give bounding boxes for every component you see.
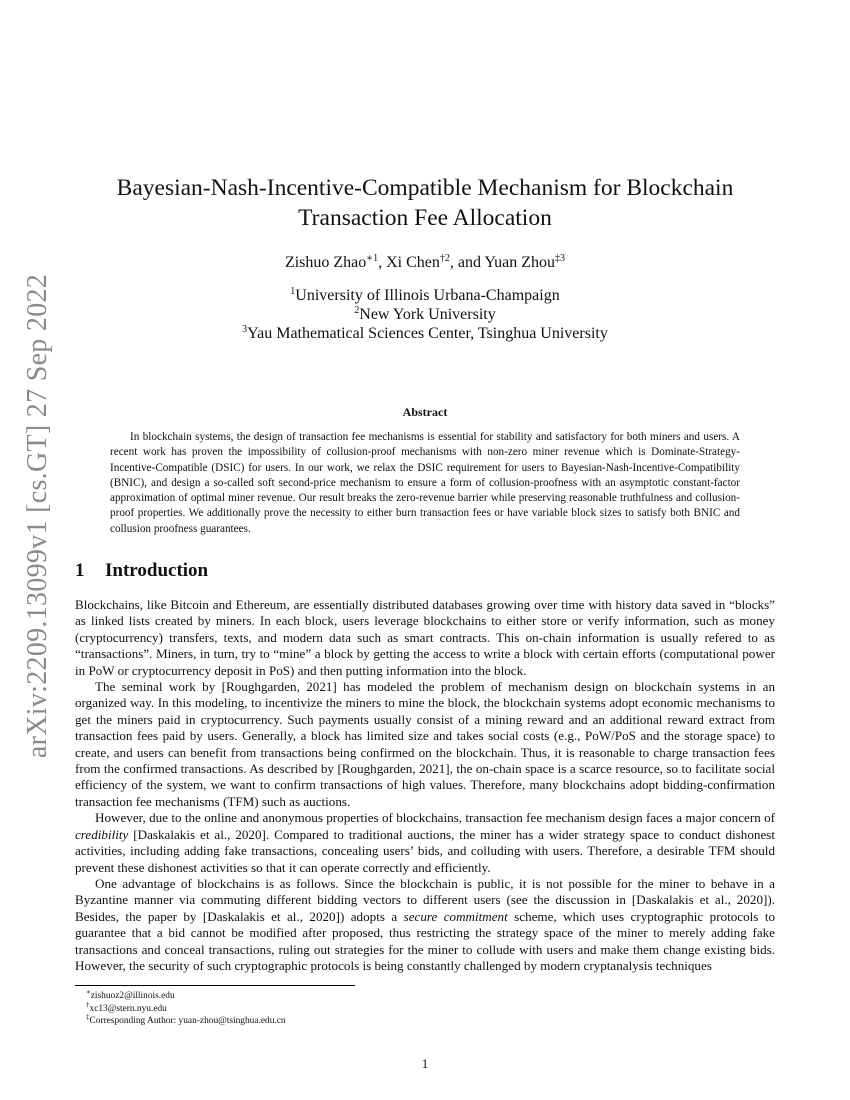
body-text: [75, 597, 775, 974]
title-line-1: Bayesian-Nash-Incentive-Compatible Mechanism for Blockchain: [116, 175, 734, 201]
affiliation-item: $^3$Yau Mathematical Sciences Center, Tsinghua University: [242, 324, 608, 342]
author-3-mark: ‡3: [555, 253, 566, 264]
author-2-name: Xi Chen: [386, 254, 440, 271]
affiliation-item: $^1$University of Illinois Urbana-Champaign: [290, 286, 560, 304]
paragraph-1: Blockchains, like Bitcoin and Ethereum, are essentially distributed databases growing over time with history data saved in “blocks” as linked lists created by miners. In each block, users leverage blockchains to either store or verify information, such as money (cryptocurrency) transfers, texts, and modern data such as smart contracts. This on-chain information is usually refered to as “transactions”. Miners, in turn, try to “mine” a block by getting the access to write a block with certain efforts (computational power in PoW or cryptocurrency deposit in PoS) and then putting information into the block.: [75, 597, 775, 678]
affiliation-list: [75, 286, 775, 343]
title-line-2: Transaction Fee Allocation: [298, 205, 552, 231]
paper-title: [75, 173, 775, 233]
footnote-item: ∗zishuoz2@illinois.edu: [86, 988, 175, 1001]
footnotes: [86, 990, 286, 1028]
author-3-name: and Yuan Zhou: [457, 254, 556, 271]
emphasis-secure-commitment: secure commitment: [403, 908, 508, 924]
paragraph-3: However, due to the online and anonymous properties of blockchains, transaction fee mechanism design faces a major concern of credibility [Daskalakis et al., 2020]. Compared to traditional auctions, the miner has a wider strategy space to conduct dishonest activities, including adding fake transactions, concealing users’ bids, and colluding with users. Therefore, a desirable TFM should prevent these dishonest activities so that it can operate correctly and efficiently.: [75, 810, 775, 875]
footnote-item: †xc13@stern.nyu.edu: [86, 1000, 167, 1014]
section-number: 1: [75, 560, 85, 581]
author-1-name: Zishuo Zhao: [284, 254, 367, 271]
section-heading: [75, 560, 208, 582]
emphasis-credibility: credibility: [75, 826, 129, 842]
footnote-rule: [75, 985, 355, 986]
abstract-heading: Abstract: [402, 405, 448, 419]
section-title: Introduction: [105, 560, 209, 581]
affiliation-item: $^2$New York University: [354, 305, 496, 323]
abstract-body: In blockchain systems, the design of transaction fee mechanisms is essential for stability and satisfactory for both miners and users. A recent work has proven the impossibility of collusion-proof mechanisms with non-zero miner revenue which is Dominate-Strategy-Incentive-Compatible (DSIC) for users. In our work, we relax the DSIC requirement for users to Bayesian-Nash-Incentive-Compatibility (BNIC), and design a so-called soft second-price mechanism to ensure a form of collusion-proofness with an asymptotic constant-factor approximation of optimal miner revenue. Our result breaks the zero-revenue barrier while preserving reasonable truthfulness and collusion-proof properties. We additionally prove the necessity to either burn transaction fees or have variable block sizes to satisfy both BNIC and collusion proofness guarantees.: [110, 431, 740, 535]
author-1-mark: ∗1: [366, 253, 379, 264]
arxiv-id-text: arXiv:2209.13099v1 [cs.GT] 27 Sep 2022: [22, 273, 53, 759]
paragraph-4: One advantage of blockchains is as follows. Since the blockchain is public, it is not possible for the miner to behave in a Byzantine manner via commuting different bidding vectors to different users (see the discussion in [Daskalakis et al., 2020]). Besides, the paper by [Daskalakis et al., 2020]) adopts a secure commitment scheme, which uses cryptographic protocols to guarantee that a bid cannot be modified after proposed, thus restricting the strategy space of the miner to merely adding fake transactions and conceal transactions, ruling out strategies for the miner to collude with users and make them change existing bids. However, the security of such cryptographic protocols is being constantly challenged by modern cryptanalysis techniques: [75, 875, 776, 973]
paragraph-2: The seminal work by [Roughgarden, 2021] has modeled the problem of mechanism design on blockchain systems in an organized way. In this modeling, to incentivize the miners to mine the block, the blockchain systems adopt economic mechanisms to get the miners paid in cryptocurrency. Such payments usually consist of a mining reward and an additional reward extract from transaction fees paid by users. Generally, a block has limited size and takes social costs (e.g., PoW/PoS and the storage space) to create, and users can benefit from transactions being confirmed on the blockchain. Thus, it is reasonable to charge transaction fees from the confirmed transactions. As described by [Roughgarden, 2021], the on-chain space is a scarce resource, so to facilitate social efficiency of the system, we want to confirm transactions of high values. Therefore, many blockchains adopt bidding-confirmation transaction fee mechanisms (TFM) such as auctions.: [75, 679, 775, 809]
author-list: Zishuo Zhao$^{∗1}$, Xi Chen$^{\dagger 2}$, and Yuan Zhou$^{\ddagger 3}$: [284, 253, 566, 271]
page-number: 1: [421, 1056, 429, 1071]
footnote-item: ‡Corresponding Author: yuan-zhou@tsinghua.edu.cn: [86, 1013, 286, 1027]
author-2-mark: †2: [439, 253, 450, 264]
arxiv-sidebar-stamp: [16, 268, 60, 764]
